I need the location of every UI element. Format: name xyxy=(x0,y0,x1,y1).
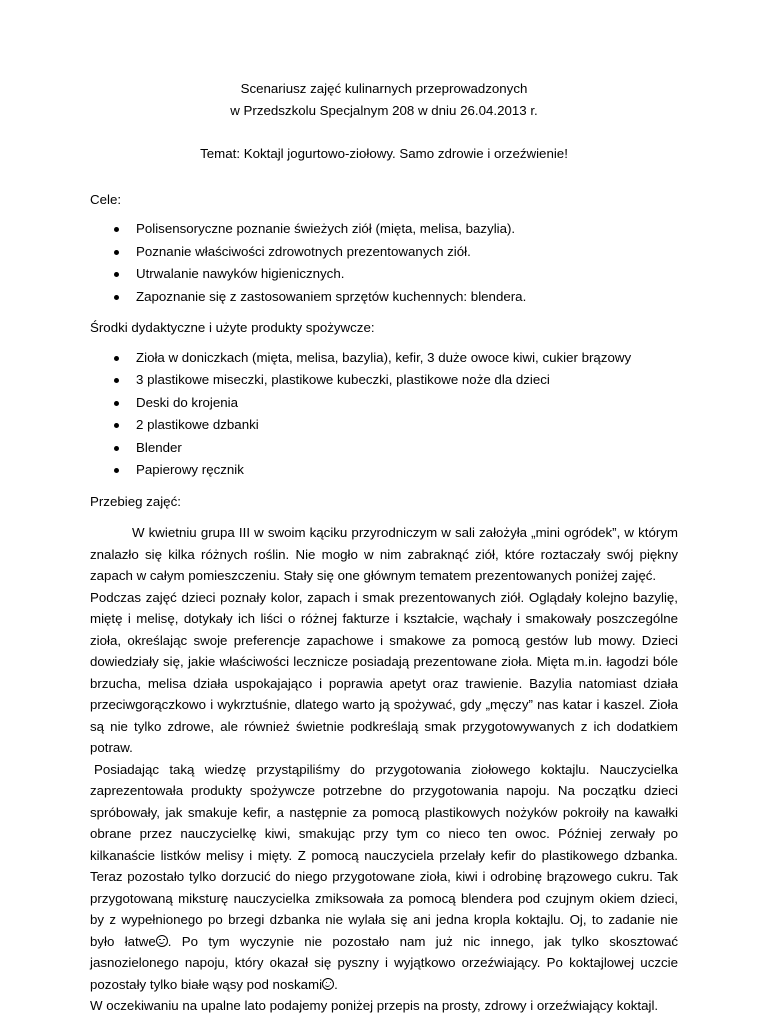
materials-list-item xyxy=(90,437,678,460)
bullet-icon xyxy=(114,272,119,277)
title-line-2: w Przedszkolu Specjalnym 208 w dniu 26.04.2013 r. xyxy=(230,102,538,118)
document-page xyxy=(90,78,678,1017)
bullet-icon xyxy=(114,295,119,300)
goals-list xyxy=(90,218,678,308)
materials-item-text: 2 plastikowe dzbanki xyxy=(136,417,259,432)
goals-list-item xyxy=(90,286,678,309)
course-paragraph-3-part-c: . xyxy=(334,976,338,992)
materials-item-text: Deski do krojenia xyxy=(136,394,238,410)
goals-heading: Cele: xyxy=(90,191,122,207)
course-paragraph-3 xyxy=(90,759,678,996)
title-line-1: Scenariusz zajęć kulinarnych przeprowadzonych xyxy=(240,81,528,96)
goals-item-text: Utrwalanie nawyków higienicznych. xyxy=(136,266,345,281)
smiley-icon xyxy=(156,935,168,947)
bullet-icon xyxy=(114,446,119,451)
goals-item-text: Polisensoryczne poznanie świeżych ziół (mięta, melisa, bazylia). xyxy=(136,221,516,236)
materials-item-text: Zioła w doniczkach (mięta, melisa, bazylia), kefir, 3 duże owoce kiwi, cukier brązowy xyxy=(136,349,632,365)
bullet-icon xyxy=(114,378,119,383)
goals-item-text: Poznanie właściwości zdrowotnych prezentowanych ziół. xyxy=(136,243,471,259)
bullet-icon xyxy=(114,250,119,255)
course-paragraph-3-part-b: . Po tym wyczynie nie pozostało nam już nic innego, jak tylko skosztować jasnozielonego napoju, który okazał się pyszny i wyjątkowo orzeźwiający. Po koktajlowej uczcie pozostały tylko białe wąsy pod noskami xyxy=(90,933,678,992)
topic-line: Temat: Koktajl jogurtowo-ziołowy. Samo zdrowie i orzeźwienie! xyxy=(200,146,568,161)
goals-list-item xyxy=(90,218,678,241)
course-paragraph-4: W oczekiwaniu na upalne lato podajemy poniżej przepis na prosty, zdrowy i orzeźwiający koktajl. xyxy=(90,998,659,1013)
bullet-icon xyxy=(114,423,119,428)
materials-list-item xyxy=(90,369,678,392)
goals-list-item xyxy=(90,263,678,286)
bullet-icon xyxy=(114,468,119,473)
course-paragraph-1: W kwietniu grupa III w swoim kąciku przyrodniczym w sali założyła „mini ogródek”, w którym znalazło się kilka różnych roślin. Nie mogło w nim zabraknąć ziół, które roztaczały swój piękny zapach w całym pomieszczeniu. Stały się one głównym tematem prezentowanych poniżej zajęć. xyxy=(90,525,678,583)
course-paragraph-3-part-a: Posiadając taką wiedzę przystąpiliśmy do przygotowania ziołowego koktajlu. Nauczycielka zaprezentowała produkty spożywcze potrzebne do przygotowania napoju. Na początku dzieci spróbowały, jak smakuje kefir, a następnie za pomocą plastikowych nożyków pokroiły na kawałki obrane przez nauczycielkę kiwi, smakując przy tym co nieco ten owoc. Później zerwały po kilkanaście listków melisy i mięty. Z pomocą nauczyciela przelały kefir do plastikowego dzbanka. Teraz pozostało tylko dorzucić do niego przygotowane zioła, kiwi i odrobinę brązowego cukru. Tak przygotowaną miksturę nauczycielka zmiksowała za pomocą blendera pod czujnym okiem dzieci, by z wypełnionego po brzegi dzbanka nie wylała się ani jedna kropla koktajlu. Oj, to zadanie nie było łatwe xyxy=(90,761,678,949)
materials-list xyxy=(90,347,678,482)
materials-heading: Środki dydaktyczne i użyte produkty spożywcze: xyxy=(90,320,375,335)
document-title xyxy=(90,78,678,121)
goals-list-item xyxy=(90,241,678,264)
materials-list-item xyxy=(90,414,678,437)
bullet-icon xyxy=(114,227,119,232)
course-heading: Przebieg zajęć: xyxy=(90,493,181,509)
materials-list-item xyxy=(90,347,678,370)
smiley-icon xyxy=(322,978,334,990)
goals-item-text: Zapoznanie się z zastosowaniem sprzętów kuchennych: blendera. xyxy=(136,288,527,304)
materials-list-item xyxy=(90,459,678,482)
bullet-icon xyxy=(114,401,119,406)
materials-list-item xyxy=(90,392,678,415)
bullet-icon xyxy=(114,356,119,361)
materials-item-text: Blender xyxy=(136,439,182,455)
materials-item-text: 3 plastikowe miseczki, plastikowe kubeczki, plastikowe noże dla dzieci xyxy=(136,372,550,387)
materials-item-text: Papierowy ręcznik xyxy=(136,462,244,477)
course-paragraph-2: Podczas zajęć dzieci poznały kolor, zapach i smak prezentowanych ziół. Oglądały kolejno bazylię, miętę i melisę, dotykały ich liści o różnej fakturze i kształcie, wąchały i smakowały poszczególne zioła, określając swoje preferencje zapachowe i smakowe za pomocą gestów lub mowy. Dzieci dowiedziały się, jakie właściwości lecznicze posiadają prezentowane zioła. Mięta m.in. łagodzi bóle brzucha, melisa działa uspokajająco i poprawia apetyt oraz trawienie. Bazylia natomiast działa przeciwgorączkowo i wykrztuśnie, dlatego warto ją spożywać, gdy „męczy” nas katar i kaszel. Zioła są nie tylko zdrowe, ale również świetnie podkreślają smak przygotowywanych z ich dodatkiem potraw. xyxy=(90,589,678,755)
